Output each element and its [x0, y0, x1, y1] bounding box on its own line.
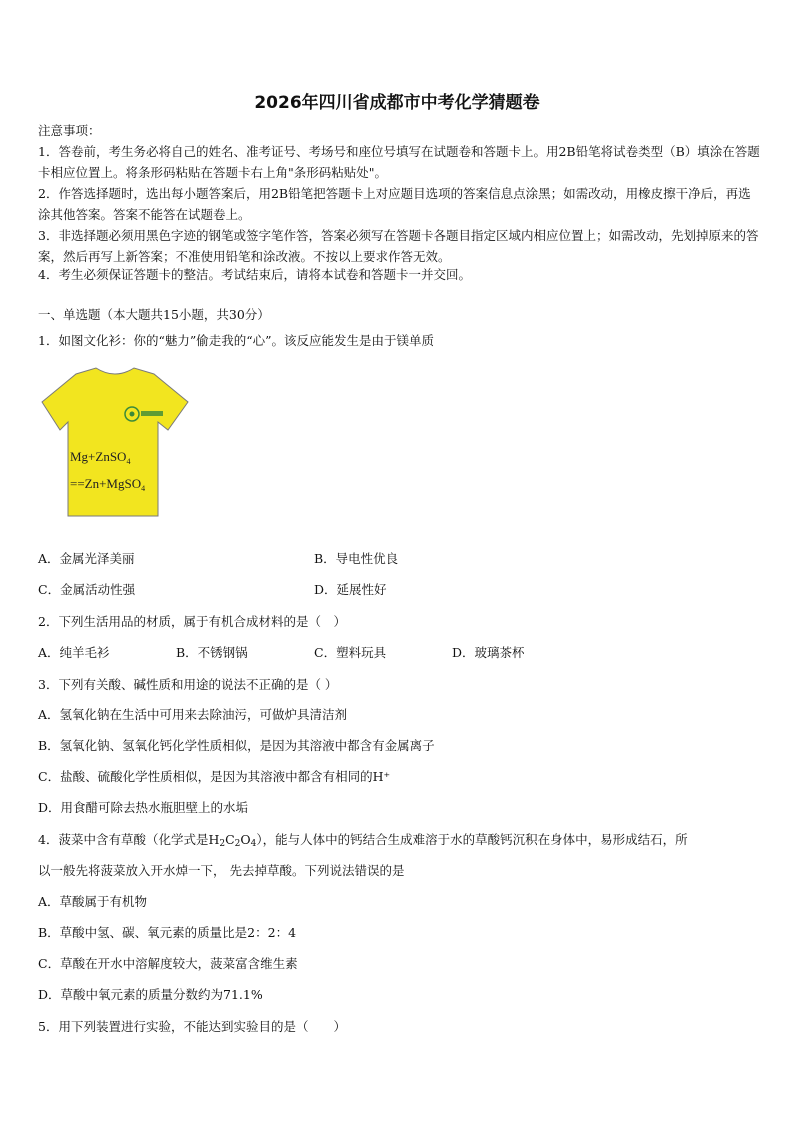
question-3-option-c[interactable]: C．盐酸、硫酸化学性质相似，是因为其溶液中都含有相同的H⁺: [38, 769, 391, 784]
page-title: 2026年四川省成都市中考化学猜题卷: [254, 93, 540, 113]
question-5-stem: 5．用下列装置进行实验，不能达到实验目的是（ ）: [38, 1019, 346, 1034]
question-4-option-d[interactable]: D．草酸中氧元素的质量分数约为71.1%: [38, 987, 263, 1002]
question-2-stem: 2．下列生活用品的材质，属于有机合成材料的是（ ）: [38, 614, 346, 629]
question-4-option-c[interactable]: C．草酸在开水中溶解度较大，菠菜富含维生素: [38, 956, 298, 971]
question-1-option-b[interactable]: B．导电性优良: [314, 551, 399, 566]
svg-text:==Zn+MgSO4: ==Zn+MgSO$_4$: [70, 476, 146, 493]
t-shirt-shape: [42, 368, 188, 516]
question-4-stem-line-2: 以一般先将菠菜放入开水焯一下， 先去掉草酸。下列说法错误的是: [38, 863, 405, 878]
question-2-option-d[interactable]: D．玻璃茶杯: [452, 645, 525, 660]
question-4-stem: 4．菠菜中含有草酸（化学式是$H_2C_2O_4$），能与人体中的钙结合生成难溶于水的草酸钙沉积在身体中，易形成结石，所: [38, 832, 688, 849]
question-1-option-d[interactable]: D．延展性好: [314, 582, 387, 597]
question-2-option-b[interactable]: B．不锈钢锅: [176, 645, 248, 660]
question-3-option-d[interactable]: D．用食醋可除去热水瓶胆壁上的水垢: [38, 800, 249, 815]
question-2-option-a[interactable]: A．纯羊毛衫: [38, 645, 110, 660]
question-1-stem: 1．如图文化衫：你的“魅力”偷走我的“心”。该反应能发生是由于镁单质: [38, 333, 435, 348]
svg-text:Mg+ZnSO4: Mg+ZnSO$_4$: [70, 449, 131, 466]
question-4-option-a[interactable]: A．草酸属于有机物: [38, 894, 148, 909]
question-2-option-c[interactable]: C．塑料玩具: [314, 645, 387, 660]
notice-item-4: 4．考生必须保证答题卡的整洁。考试结束后，请将本试卷和答题卡一并交回。: [38, 267, 471, 282]
notice-item-2: 2．作答选择题时，选出每小题答案后，用2B铅笔把答题卡上对应题目选项的答案信息点涂黑；如需改动，用橡皮擦干净后，再选涂其他答案。答案不能答在试题卷上。: [38, 186, 751, 222]
question-1-option-c[interactable]: C．金属活动性强: [38, 582, 136, 597]
question-3-option-b[interactable]: B．氢氧化钠、氢氧化钙化学性质相似，是因为其溶液中都含有金属离子: [38, 738, 435, 753]
question-1-option-a[interactable]: A．金属光泽美丽: [38, 551, 135, 566]
notice-heading: 注意事项：: [38, 123, 101, 138]
shirt-equation-line-2: ==Zn+MgSO: [70, 476, 142, 491]
section-heading: 一、单选题（本大题共15小题，共30分）: [38, 307, 270, 322]
question-3-stem: 3．下列有关酸、碱性质和用途的说法不正确的是（ ）: [38, 677, 338, 692]
question-3-option-a[interactable]: A．氢氧化钠在生活中可用来去除油污，可做炉具清洁剂: [38, 707, 348, 722]
notice-item-3: 3．非选择题必须用黑色字迹的钢笔或签字笔作答，答案必须写在答题卡各题目指定区域内相应位置上；如需改动，先划掉原来的答案，然后再写上新答案；不准使用铅笔和涂改液。不按以上要求作答无效。: [38, 228, 759, 264]
shirt-equation-line-1: Mg+ZnSO: [70, 449, 127, 464]
notice-item-1: 1．答卷前，考生务必将自己的姓名、准考证号、考场号和座位号填写在试题卷和答题卡上。用2B铅笔将试卷类型（B）填涂在答题卡相应位置上。将条形码粘贴在答题卡右上角"条形码粘贴处"。: [38, 144, 760, 180]
t-shirt-figure: [40, 364, 190, 524]
question-4-option-b[interactable]: B．草酸中氢、碳、氧元素的质量比是2：2：4: [38, 925, 297, 940]
